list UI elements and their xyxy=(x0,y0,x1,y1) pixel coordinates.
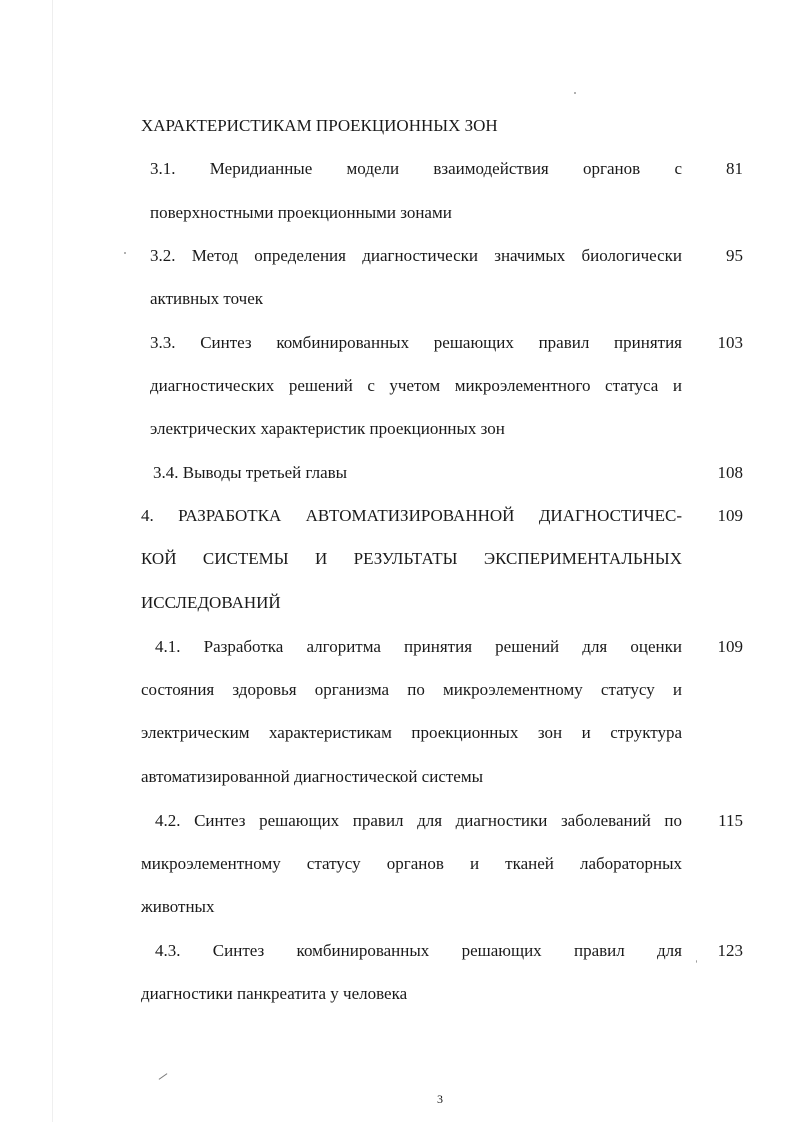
toc-entry-4-1-page: 109 xyxy=(717,637,743,656)
toc-chapter-4-line2: КОЙ СИСТЕМЫ И РЕЗУЛЬТАТЫ ЭКСПЕРИМЕНТАЛЬНЫХ xyxy=(141,549,682,568)
toc-entry-4-1-line2: состояния здоровья организма по микроэлементному статусу и xyxy=(141,680,682,699)
toc-entry-3-4-page: 108 xyxy=(717,463,743,482)
toc-entry-3-3-line3: электрических характеристик проекционных зон xyxy=(150,419,505,438)
toc-entry-3-3-line2: диагностических решений с учетом микроэлементного статуса и xyxy=(150,376,682,395)
toc-chapter-4-line1: 4. РАЗРАБОТКА АВТОМАТИЗИРОВАННОЙ ДИАГНОСТИЧЕС- xyxy=(141,506,682,525)
toc-entry-4-1-line3: электрическим характеристикам проекционных зон и структура xyxy=(141,723,682,742)
toc-entry-3-4-line1: 3.4. Выводы третьей главы xyxy=(153,463,348,482)
toc-entry-3-2-line2: активных точек xyxy=(150,289,264,308)
toc-entry-4-3-page: 123 xyxy=(717,941,743,960)
toc-entry-4-2-line3: животных xyxy=(141,897,215,916)
toc-entry-3-1-line1: 3.1. Меридианные модели взаимодействия органов с xyxy=(150,159,682,178)
scan-speck xyxy=(696,960,697,963)
toc-entry-4-1-line4: автоматизированной диагностической системы xyxy=(141,767,484,786)
toc-entry-4-3-line2: диагностики панкреатита у человека xyxy=(141,984,408,1003)
toc-entry-4-3-line1: 4.3. Синтез комбинированных решающих правил для xyxy=(155,941,682,960)
toc-entry-3-2-line1: 3.2. Метод определения диагностически значимых биологически xyxy=(150,246,682,265)
scan-speck xyxy=(124,252,126,254)
toc-chapter-4-page: 109 xyxy=(717,506,743,525)
toc-heading-continued: ХАРАКТЕРИСТИКАМ ПРОЕКЦИОННЫХ ЗОН xyxy=(141,116,498,135)
toc-entry-4-2-line1: 4.2. Синтез решающих правил для диагностики заболеваний по xyxy=(155,811,682,830)
toc-entry-4-1-line1: 4.1. Разработка алгоритма принятия решений для оценки xyxy=(155,637,682,656)
toc-entry-4-2-page: 115 xyxy=(718,811,743,830)
toc-chapter-4-line3: ИССЛЕДОВАНИЙ xyxy=(141,593,281,612)
toc-entry-3-1-line2: поверхностными проекционными зонами xyxy=(150,203,452,222)
scan-mark xyxy=(159,1073,168,1080)
scan-speck xyxy=(574,92,576,94)
toc-entry-3-3-line1: 3.3. Синтез комбинированных решающих правил принятия xyxy=(150,333,682,352)
page-number: 3 xyxy=(437,1092,443,1106)
toc-entry-4-2-line2: микроэлементному статусу органов и тканей лабораторных xyxy=(141,854,682,873)
toc-entry-3-2-page: 95 xyxy=(726,246,743,265)
toc-entry-3-3-page: 103 xyxy=(717,333,743,352)
toc-entry-3-1-page: 81 xyxy=(726,159,743,178)
scan-edge-shadow xyxy=(52,0,53,1122)
